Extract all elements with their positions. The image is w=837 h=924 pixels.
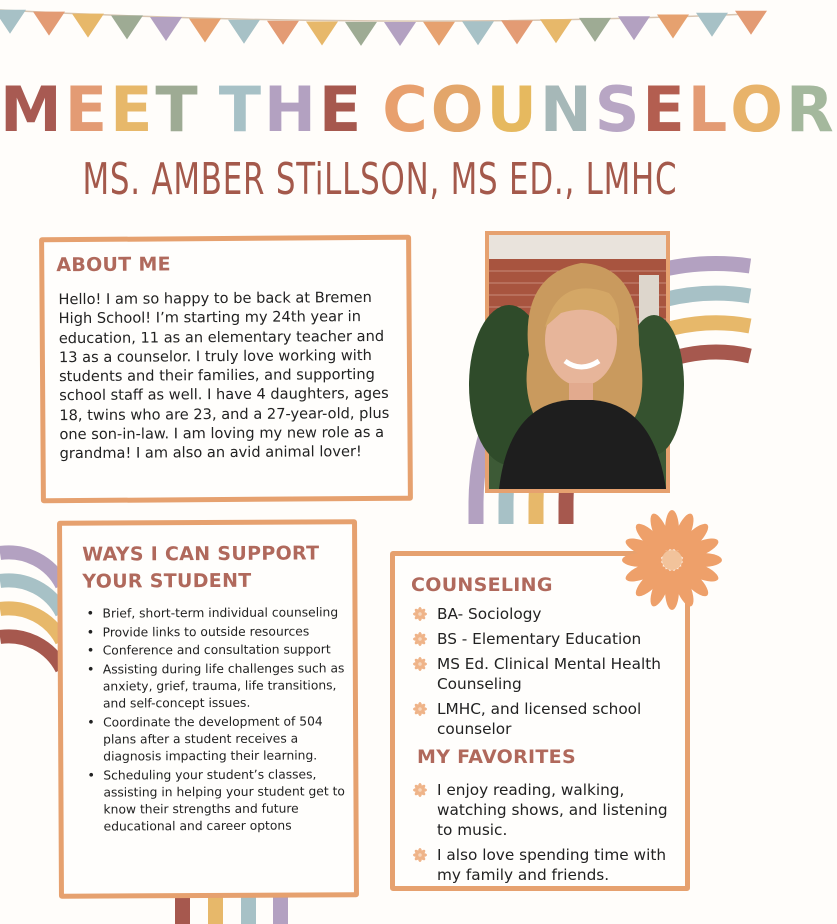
counseling-heading: COUNSELING [411,574,553,596]
bunting-flag [462,21,494,45]
bunting-flag [267,21,299,45]
bunting-flag [189,19,221,43]
bunting-flag [72,14,104,38]
title-letter: E [110,73,156,146]
about-me-box [39,235,413,504]
title-letter [201,72,219,148]
bunting-flag [228,20,260,44]
daisy-icon [620,508,724,612]
counselor-photo [485,231,670,493]
bunting-flag [111,15,143,39]
portrait-illustration [489,235,666,489]
title-letter: R [786,73,837,146]
title-letter: N [539,73,595,146]
flower-icon [413,657,427,671]
list-item-text: BA- Sociology [437,605,542,623]
list-item-text: MS Ed. Clinical Mental Health Counseling [437,655,661,693]
flower-icon [413,783,427,797]
list-item: • Coordinate the development of 504 plans after a student receives a diagnosis impacting their learning. [85,713,353,766]
bunting-flag [345,22,377,46]
bunting-flag [306,22,338,46]
ways-support-heading: WAYS I CAN SUPPORT YOUR STUDENT [82,542,320,593]
about-me-text: Hello! I am so happy to be back at Bremen High School! I’m starting my 24th year in education, 11 as an elementary teacher and 13 as a counselor. I truly love working with students and their families, and supporting school staff as well. I have 4 daughters, ages 18, twins who are 23, and a 27-year-old, plus one son-in-law. I am loving my new role as a grandma! I am also an avid animal lover! [58,288,390,463]
list-item [413,629,685,649]
about-me-heading: ABOUT ME [56,253,171,277]
list-item-text: I enjoy reading, walking, watching shows, and listening to music. [437,781,668,839]
counseling-list [413,604,685,744]
title-letter: T [155,73,201,146]
list-item: • Scheduling your student’s classes, assisting in helping your student get to know their strengths and future educational and career optons [85,766,353,836]
list-item-text: BS - Elementary Education [437,630,642,648]
counselor-name: MS. AMBER STiLLSON, MS ED., LMHC [82,154,678,205]
bunting-flag [150,17,182,41]
favorites-list [413,780,685,890]
title-letter: H [264,73,319,146]
list-item [413,780,685,840]
bunting-flag [579,18,611,42]
page-title [0,72,837,148]
title-letter: C [382,73,431,146]
flower-icon [413,632,427,646]
favorites-heading: MY FAVORITES [417,746,576,768]
title-letter: E [64,73,111,146]
bunting-flag [423,22,455,46]
list-item [413,699,685,739]
title-letter: L [687,73,731,146]
title-letter: S [594,73,643,146]
title-letter: T [218,73,265,146]
bunting-flag [696,13,728,37]
bunting-flag [33,12,65,36]
bunting-flag [384,22,416,46]
bunting-flag [735,11,767,35]
list-item: • Brief, short-term individual counseling [84,604,352,623]
title-letter: E [642,73,688,146]
flower-icon [413,607,427,621]
list-item: • Conference and consultation support [85,641,353,660]
bunting-flag [501,20,533,44]
bunting-decoration [0,0,750,60]
flower-icon [413,702,427,716]
list-item [413,845,685,885]
stripes-decoration-bottom [175,896,290,924]
flower-icon [413,848,427,862]
list-item [413,654,685,694]
title-letter: U [486,73,540,146]
title-letter [364,72,382,148]
list-item: • Assisting during life challenges such as anxiety, grief, trauma, life transitions, and self-concept issues. [85,660,353,713]
title-letter: O [430,73,487,146]
bunting-flag [0,10,26,34]
bunting-flag [657,15,689,39]
list-item: • Provide links to outside resources [85,623,353,642]
bunting-flag [618,16,650,40]
ways-support-box [57,519,359,899]
ways-support-list [84,604,353,837]
title-letter: O [730,73,786,146]
list-item-text: LMHC, and licensed school counselor [437,700,642,738]
bunting-flag [540,19,572,43]
title-letter: M [0,73,65,146]
list-item-text: I also love spending time with my family and friends. [437,846,667,884]
title-letter: E [318,73,365,146]
